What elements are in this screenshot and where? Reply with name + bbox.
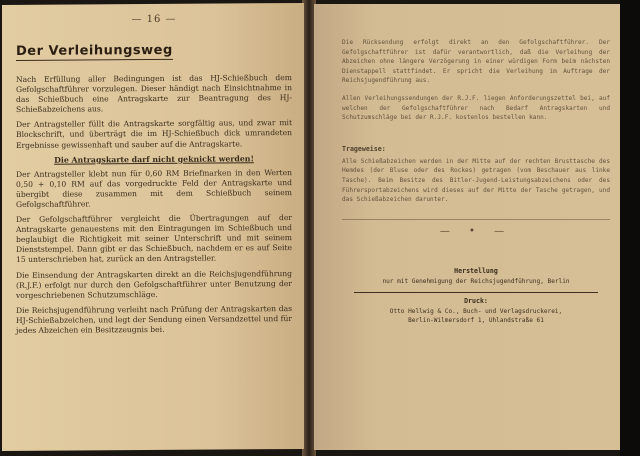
printer-address: Berlin-Wilmersdorf 1, Uhlandstraße 61 <box>408 316 544 324</box>
printer-name: Otto Hellwig & Co., Buch- und Verlagsdruckerei, <box>389 307 563 315</box>
warning-line: Die Antragskarte darf nicht geknickt werden! <box>54 153 254 165</box>
ornament: — • — <box>439 225 513 237</box>
paragraph: Der Antragsteller klebt nun für 0,60 RM Briefmarken in den Werten 0,50 + 0,10 RM auf das vorgedruckte Feld der Antragskarte und übergibt diese zusammen mit dem Schießbuch seinem Gefolgschaftführer. <box>16 167 292 209</box>
paragraph: Nach Erfüllung aller Bedingungen ist das HJ-Schießbuch dem Gefolgschaftführer vorzulegen. Dieser händigt nach Einsichtnahme in das Schießbuch eine Antragskarte zur Beantragung des HJ-Schießabzeichens aus. <box>16 73 292 115</box>
section-heading: Der Verleihungsweg <box>16 42 173 59</box>
imprint-subtitle: nur mit Genehmigung der Reichsjugendführung, Berlin <box>382 277 570 285</box>
paragraph: Der Gefolgschaftführer vergleicht die Übertragungen auf der Antragskarte genauestens mit den Eintragungen im Schießbuch und beglaubigt die Richtigkeit mit seiner Unterschrift und mit seinem Dienststempel. Dann gibt er das Schießbuch, nachdem er es auf Seite 15 unterschrieben hat, zurück an den Antragsteller. <box>16 213 292 265</box>
background-edge <box>620 0 640 456</box>
divider <box>342 219 610 220</box>
paragraph: Die Rücksendung erfolgt direkt an den Gefolgschaftführer. Der Gefolgschaftführer ist dafür verantwortlich, daß die Verleihung der Abzeichen ohne längere Verzögerung in einer würdigen Form beim nächsten Dienstappell stattfindet. Er spricht die Verleihung im Auftrage der Reichsjugendführung aus. <box>342 39 610 85</box>
right-page <box>314 4 620 450</box>
paragraph: Der Antragsteller füllt die Antragskarte sorgfältig aus, und zwar mit Blockschrift, und überträgt die im HJ-Schießbuch dick umrandeten Ergebnisse gewissenhaft und sauber auf die Antragskarte. <box>16 118 292 150</box>
printer-block <box>354 292 598 325</box>
imprint-title: Herstellung <box>454 266 498 275</box>
section-title: Trageweise: <box>342 144 386 153</box>
print-label: Druck: <box>464 296 488 305</box>
paragraph: Allen Verleihungssendungen der R.J.F. liegen Anforderungszettel bei, auf welchen der Gefolgschaftführer nach Bedarf Antragskarten und Schutzumschläge bei der R.J.F. kostenlos bestellen kann. <box>342 94 610 122</box>
page-number: — 16 — <box>131 13 177 26</box>
left-page <box>2 3 304 451</box>
paragraph: Die Reichsjugendführung verleiht nach Prüfung der Antragskarten das HJ-Schießabzeichen, und legt der Sendung einen Versandzettel und für jedes Abzeichen ein Besitzzeugnis bei. <box>16 303 292 335</box>
paragraph: Die Einsendung der Antragskarten direkt an die Reichsjugendführung (R.J.F.) erfolgt nur durch den Gefolgschaftführer unter Benutzung der vorgeschriebenen Schutzumschläge. <box>16 268 292 300</box>
paragraph: Alle Schießabzeichen werden in der Mitte auf der rechten Brusttasche des Hemdes (der Bluse oder des Rockes) getragen (vom Beschauer aus linke Tasche). Beim Besitze des Bitler-Jugend-Leistungsabzeichens oder des Führersportabzeichens wird dieses auf der Mitte der Tasche getragen, und das Schießabzeichen darunter. <box>342 157 610 204</box>
